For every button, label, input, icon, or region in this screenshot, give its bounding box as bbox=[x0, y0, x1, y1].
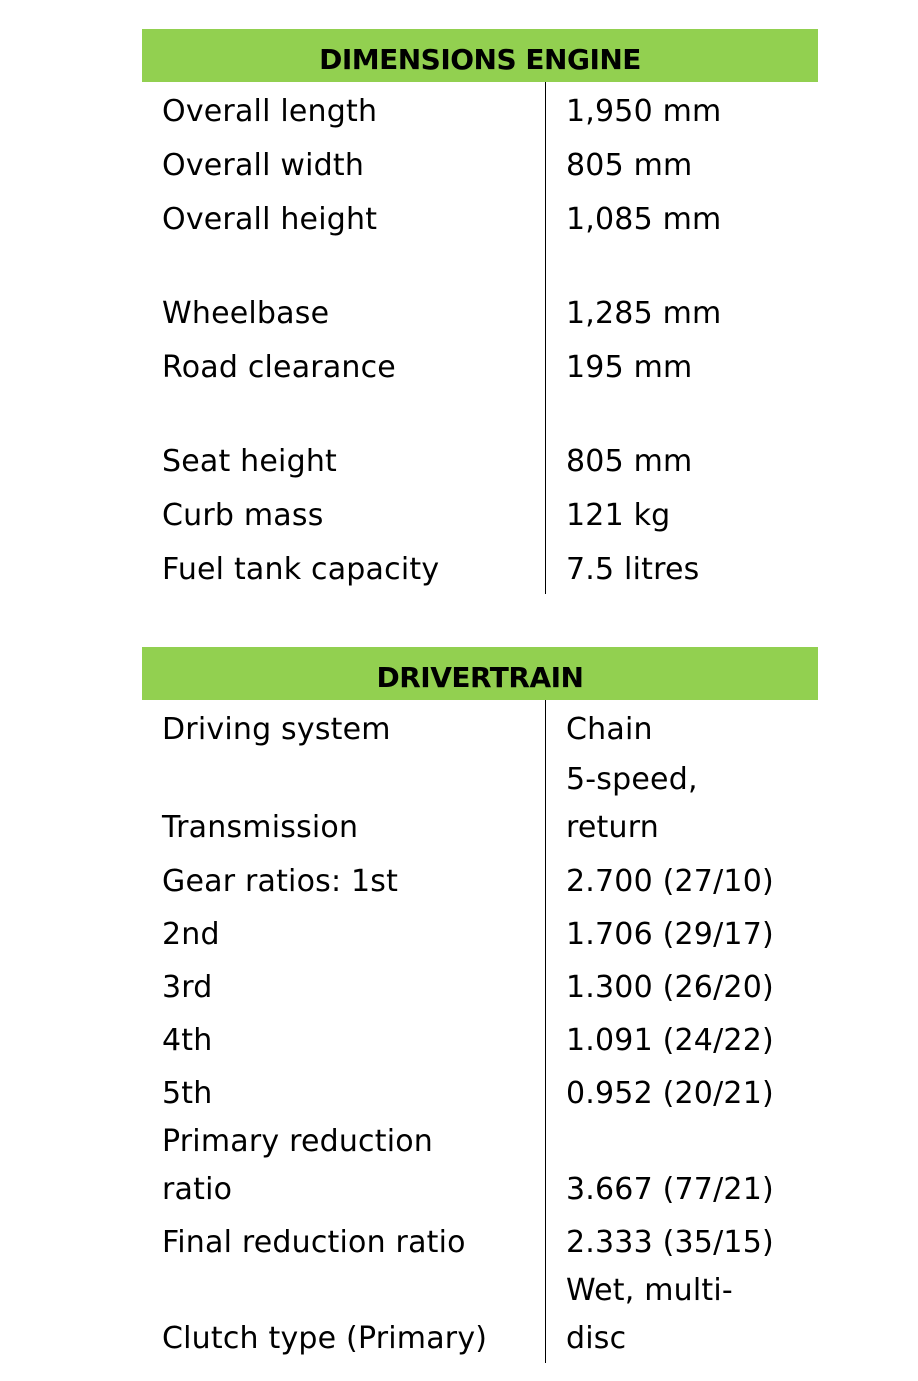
row-label: 3rd bbox=[162, 970, 213, 1005]
row-value bbox=[545, 392, 818, 432]
table-row bbox=[142, 190, 818, 244]
row-value: 1,285 mm bbox=[545, 284, 818, 338]
table-row bbox=[142, 82, 818, 136]
row-label: Overall length bbox=[162, 94, 378, 129]
table-row bbox=[142, 486, 818, 540]
table-row bbox=[142, 136, 818, 190]
table-row bbox=[142, 1118, 818, 1214]
table-row-spacer bbox=[142, 244, 818, 284]
row-value: 5-speed, return bbox=[545, 754, 818, 852]
row-label: Overall height bbox=[162, 202, 378, 237]
table-row bbox=[142, 906, 818, 959]
row-value: 0.952 (20/21) bbox=[545, 1065, 818, 1118]
table-row bbox=[142, 754, 818, 852]
row-label: Final reduction ratio bbox=[162, 1225, 466, 1260]
table-row bbox=[142, 852, 818, 906]
row-value: 1.706 (29/17) bbox=[545, 906, 818, 959]
drivetrain-table bbox=[142, 700, 818, 1363]
table-row bbox=[142, 338, 818, 392]
row-value: 1,085 mm bbox=[545, 190, 818, 244]
row-value: 1.091 (24/22) bbox=[545, 1012, 818, 1065]
row-value: Chain bbox=[545, 700, 818, 754]
row-label: 4th bbox=[162, 1023, 213, 1058]
table-row-spacer bbox=[142, 392, 818, 432]
row-label: Transmission bbox=[162, 810, 359, 845]
table-row bbox=[142, 284, 818, 338]
row-value: Wet, multi- disc bbox=[545, 1267, 818, 1363]
row-value: 805 mm bbox=[545, 432, 818, 486]
row-value: 3.667 (77/21) bbox=[545, 1118, 818, 1214]
table-row bbox=[142, 1012, 818, 1065]
table-row bbox=[142, 700, 818, 754]
row-label: Fuel tank capacity bbox=[162, 552, 440, 587]
dimensions-header: DIMENSIONS ENGINE bbox=[142, 29, 818, 82]
row-label: 5th bbox=[162, 1076, 213, 1111]
row-value bbox=[545, 244, 818, 284]
drivetrain-section bbox=[142, 647, 818, 1363]
row-label: 2nd bbox=[162, 917, 220, 952]
row-label: Gear ratios: 1st bbox=[162, 864, 399, 899]
table-row bbox=[142, 432, 818, 486]
row-value: 121 kg bbox=[545, 486, 818, 540]
row-value: 2.333 (35/15) bbox=[545, 1214, 818, 1267]
row-value: 195 mm bbox=[545, 338, 818, 392]
table-row bbox=[142, 540, 818, 594]
dimensions-section bbox=[142, 29, 818, 594]
row-label: Seat height bbox=[162, 444, 338, 479]
table-row bbox=[142, 1267, 818, 1363]
row-value: 805 mm bbox=[545, 136, 818, 190]
table-row bbox=[142, 1214, 818, 1267]
row-value: 2.700 (27/10) bbox=[545, 852, 818, 906]
row-label: Overall width bbox=[162, 148, 365, 183]
drivetrain-header: DRIVERTRAIN bbox=[142, 647, 818, 700]
row-label: Primary reduction ratio bbox=[162, 1124, 434, 1207]
row-label: Road clearance bbox=[162, 350, 396, 385]
row-value: 7.5 litres bbox=[545, 540, 818, 594]
row-label: Wheelbase bbox=[162, 296, 330, 331]
table-row bbox=[142, 959, 818, 1012]
row-value: 1.300 (26/20) bbox=[545, 959, 818, 1012]
row-label: Driving system bbox=[162, 712, 391, 747]
row-label: Clutch type (Primary) bbox=[162, 1321, 488, 1356]
table-row bbox=[142, 1065, 818, 1118]
row-value: 1,950 mm bbox=[545, 82, 818, 136]
row-label: Curb mass bbox=[162, 498, 324, 533]
dimensions-table bbox=[142, 82, 818, 594]
